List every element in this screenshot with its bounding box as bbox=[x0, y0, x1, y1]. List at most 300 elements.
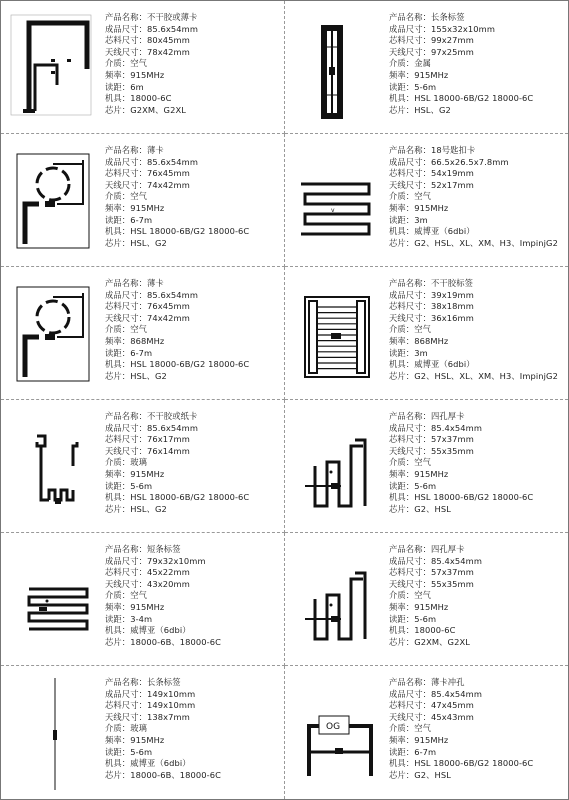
spec-value: HSL、G2 bbox=[130, 370, 167, 381]
spec-label: 天线尺寸： bbox=[389, 578, 431, 589]
spec-label: 产品名称： bbox=[105, 145, 147, 155]
spec-range-row bbox=[105, 614, 221, 626]
spec-name-row bbox=[105, 278, 249, 290]
spec-label: 读距： bbox=[389, 480, 415, 491]
spec-value: 43x20mm bbox=[147, 578, 190, 589]
svg-text:17: 17 bbox=[22, 226, 29, 234]
spec-label: 介质： bbox=[105, 723, 131, 734]
spec-reader-row bbox=[105, 226, 249, 238]
spec-value: 915MHz bbox=[414, 734, 449, 745]
spec-label: 芯片： bbox=[105, 104, 131, 115]
spec-label: 芯片： bbox=[105, 237, 131, 248]
spec-value: 868MHz bbox=[130, 335, 165, 346]
spec-value: 18000-6B、18000-6C bbox=[130, 769, 222, 780]
spec-label: 机具： bbox=[105, 492, 131, 503]
spec-chip-size-row bbox=[105, 301, 249, 313]
spec-label: 芯片： bbox=[105, 503, 131, 514]
spec-label: 介质： bbox=[389, 324, 415, 335]
spec-label: 介质： bbox=[105, 324, 131, 335]
spec-list bbox=[389, 12, 533, 116]
spec-size-row bbox=[389, 157, 558, 169]
spec-label: 天线尺寸： bbox=[389, 179, 431, 190]
spec-value: 915MHz bbox=[130, 69, 165, 80]
spec-value: 55x35mm bbox=[431, 445, 474, 456]
spec-value: 47x45mm bbox=[431, 700, 474, 711]
spec-label: 机具： bbox=[105, 758, 131, 769]
spec-range-row bbox=[105, 82, 198, 94]
spec-reader-row bbox=[389, 625, 482, 637]
spec-value: G2XM、G2XL bbox=[130, 104, 186, 115]
spec-value: 868MHz bbox=[414, 335, 449, 346]
spec-medium-row bbox=[105, 191, 249, 203]
spec-label: 机具： bbox=[105, 226, 131, 237]
spec-label: 成品尺寸： bbox=[105, 422, 147, 433]
spec-label: 机具： bbox=[389, 93, 415, 104]
spec-label: 成品尺寸： bbox=[389, 422, 431, 433]
spec-label: 频率： bbox=[389, 468, 415, 479]
spec-freq-row bbox=[389, 70, 533, 82]
spec-label: 介质： bbox=[105, 590, 131, 601]
spec-value: 空气 bbox=[414, 191, 431, 202]
spec-reader-row bbox=[105, 359, 249, 371]
spec-reader-row bbox=[389, 359, 558, 371]
spec-antenna-row bbox=[105, 446, 249, 458]
spec-label: 天线尺寸： bbox=[105, 46, 147, 57]
spec-value: 85.4x54mm bbox=[431, 555, 483, 566]
spec-value: 66.5x26.5x7.8mm bbox=[431, 156, 509, 167]
spec-label: 芯料尺寸： bbox=[389, 700, 431, 711]
spec-range-row bbox=[105, 747, 221, 759]
spec-label: 产品名称： bbox=[389, 12, 431, 22]
spec-value: 空气 bbox=[414, 324, 431, 335]
spec-value: 85.4x54mm bbox=[431, 688, 483, 699]
spec-chip-row bbox=[389, 371, 558, 383]
spec-label: 读距： bbox=[105, 214, 131, 225]
spec-chip-size-row bbox=[389, 434, 533, 446]
spec-label: 读距： bbox=[389, 214, 415, 225]
spec-chip-row bbox=[389, 504, 533, 516]
spec-label: 芯料尺寸： bbox=[105, 434, 147, 445]
spec-label: 芯料尺寸： bbox=[105, 168, 147, 179]
spec-label: 读距： bbox=[389, 746, 415, 757]
dashed-circle-antenna-icon bbox=[7, 273, 95, 393]
thin-dipole-antenna-icon bbox=[7, 672, 95, 792]
spec-value: HSL 18000-6B/G2 18000-6C bbox=[414, 758, 534, 769]
spec-label: 频率： bbox=[105, 202, 131, 213]
spec-label: 频率： bbox=[105, 734, 131, 745]
spec-value: 金属 bbox=[414, 58, 431, 69]
spec-label: 频率： bbox=[389, 734, 415, 745]
spec-value: 空气 bbox=[130, 191, 147, 202]
spec-reader-row bbox=[389, 226, 558, 238]
spec-label: 产品名称： bbox=[105, 411, 147, 421]
spec-label: 芯片： bbox=[389, 237, 415, 248]
spec-value: 915MHz bbox=[130, 202, 165, 213]
spec-label: 芯片： bbox=[105, 370, 131, 381]
spec-medium-row bbox=[389, 58, 533, 70]
spec-value: HSL 18000-6B/G2 18000-6C bbox=[130, 359, 250, 370]
spec-label: 介质： bbox=[389, 191, 415, 202]
spec-freq-row bbox=[389, 602, 482, 614]
spec-size-row bbox=[105, 689, 221, 701]
spec-label: 产品名称： bbox=[389, 677, 431, 687]
spec-label: 芯料尺寸： bbox=[389, 168, 431, 179]
spec-value: 四孔厚卡 bbox=[431, 544, 465, 554]
spec-label: 芯料尺寸： bbox=[105, 700, 147, 711]
spec-value: 76x14mm bbox=[147, 445, 190, 456]
spec-list bbox=[105, 145, 249, 249]
svg-text:OG: OG bbox=[326, 722, 341, 732]
spec-label: 机具： bbox=[105, 625, 131, 636]
spec-label: 芯料尺寸： bbox=[105, 301, 147, 312]
spec-label: 芯片： bbox=[105, 636, 131, 647]
spec-name-row bbox=[105, 677, 221, 689]
spec-reader-row bbox=[105, 492, 249, 504]
spec-label: 介质： bbox=[105, 58, 131, 69]
spec-label: 介质： bbox=[389, 457, 415, 468]
spec-value: 915MHz bbox=[414, 468, 449, 479]
spec-value: 76x45mm bbox=[147, 168, 190, 179]
spec-value: 149x10mm bbox=[147, 700, 196, 711]
spec-value: G2、HSL、XL、XM、H3、ImpinjG2 bbox=[414, 370, 558, 381]
spec-label: 机具： bbox=[389, 492, 415, 503]
spec-freq-row bbox=[105, 602, 221, 614]
spec-label: 天线尺寸： bbox=[389, 445, 431, 456]
spec-value: 74x42mm bbox=[147, 312, 190, 323]
spec-chip-row bbox=[105, 637, 221, 649]
spec-value: 45x43mm bbox=[431, 711, 474, 722]
coil-antenna-icon bbox=[291, 273, 379, 393]
spec-freq-row bbox=[389, 203, 558, 215]
product-cell-11 bbox=[1, 666, 285, 799]
spec-list bbox=[105, 411, 249, 515]
spec-name-row bbox=[105, 411, 249, 423]
spec-value: 威博亚（6dbi） bbox=[130, 758, 191, 769]
spec-freq-row bbox=[389, 735, 533, 747]
spec-name-row bbox=[389, 278, 558, 290]
spec-value: 3m bbox=[414, 214, 428, 225]
square-loop-antenna-icon bbox=[7, 7, 95, 127]
spec-value: G2、HSL bbox=[414, 769, 451, 780]
spec-chip-size-row bbox=[389, 567, 482, 579]
spec-label: 芯料尺寸： bbox=[389, 567, 431, 578]
spec-value: G2、HSL bbox=[414, 503, 451, 514]
spec-value: G2、HSL、XL、XM、H3、ImpinjG2 bbox=[414, 237, 558, 248]
metal-strip-tag-icon bbox=[291, 7, 379, 127]
spec-value: 薄卡 bbox=[147, 278, 164, 288]
spec-label: 机具： bbox=[389, 625, 415, 636]
spec-range-row bbox=[389, 747, 533, 759]
spec-value: 36x16mm bbox=[431, 312, 474, 323]
spec-value: 6-7m bbox=[414, 746, 437, 757]
spec-list bbox=[105, 677, 221, 781]
spec-value: 5-6m bbox=[414, 613, 437, 624]
spec-antenna-row bbox=[105, 180, 249, 192]
spec-label: 介质： bbox=[389, 58, 415, 69]
spec-label: 读距： bbox=[389, 347, 415, 358]
spec-range-row bbox=[105, 348, 249, 360]
spec-value: 空气 bbox=[130, 58, 147, 69]
spec-medium-row bbox=[389, 590, 482, 602]
spec-value: 915MHz bbox=[130, 601, 165, 612]
spec-value: 54x19mm bbox=[431, 168, 474, 179]
spec-value: 80x45mm bbox=[147, 35, 190, 46]
spec-chip-size-row bbox=[389, 168, 558, 180]
spec-antenna-row bbox=[389, 446, 533, 458]
spec-label: 天线尺寸： bbox=[105, 711, 147, 722]
svg-text:ᴚ: ᴚ bbox=[27, 94, 31, 101]
spec-value: 57x37mm bbox=[431, 567, 474, 578]
spec-size-row bbox=[389, 689, 533, 701]
spec-value: 空气 bbox=[130, 324, 147, 335]
spec-value: 不干胶标签 bbox=[431, 278, 473, 288]
spec-reader-row bbox=[105, 758, 221, 770]
spec-value: HSL 18000-6B/G2 18000-6C bbox=[414, 492, 534, 503]
spec-size-row bbox=[105, 556, 221, 568]
spec-label: 频率： bbox=[105, 468, 131, 479]
spec-label: 成品尺寸： bbox=[389, 23, 431, 34]
spec-antenna-row bbox=[389, 180, 558, 192]
spec-freq-row bbox=[105, 203, 249, 215]
spec-value: 39x19mm bbox=[431, 289, 474, 300]
spec-list bbox=[389, 544, 482, 648]
spec-label: 成品尺寸： bbox=[389, 289, 431, 300]
spec-chip-row bbox=[105, 371, 249, 383]
spec-value: 85.6x54mm bbox=[147, 422, 199, 433]
spec-value: 6-7m bbox=[130, 214, 153, 225]
spec-label: 成品尺寸： bbox=[389, 156, 431, 167]
spec-freq-row bbox=[389, 336, 558, 348]
spec-label: 天线尺寸： bbox=[389, 312, 431, 323]
spec-label: 频率： bbox=[389, 69, 415, 80]
spec-value: 45x22mm bbox=[147, 567, 190, 578]
spec-value: 85.4x54mm bbox=[431, 422, 483, 433]
spec-freq-row bbox=[105, 70, 198, 82]
spec-freq-row bbox=[105, 735, 221, 747]
spec-list bbox=[389, 145, 558, 249]
spec-value: HSL、G2 bbox=[414, 104, 451, 115]
spec-reader-row bbox=[389, 492, 533, 504]
spec-value: 18000-6C bbox=[130, 93, 172, 104]
spec-value: 18号匙扣卡 bbox=[431, 145, 476, 155]
spec-label: 读距： bbox=[105, 480, 131, 491]
spec-name-row bbox=[105, 12, 198, 24]
product-cell-5 bbox=[1, 267, 285, 400]
spec-size-row bbox=[105, 290, 249, 302]
four-hole-card-antenna-icon bbox=[291, 406, 379, 526]
spec-label: 产品名称： bbox=[105, 544, 147, 554]
spec-value: 18000-6B、18000-6C bbox=[130, 636, 222, 647]
spec-label: 成品尺寸： bbox=[105, 555, 147, 566]
spec-value: 空气 bbox=[414, 723, 431, 734]
spec-label: 介质： bbox=[105, 191, 131, 202]
spec-value: 85.6x54mm bbox=[147, 23, 199, 34]
spec-value: 玻璃 bbox=[130, 723, 147, 734]
spec-name-row bbox=[105, 145, 249, 157]
spec-freq-row bbox=[105, 469, 249, 481]
spec-size-row bbox=[389, 556, 482, 568]
punched-card-antenna-icon bbox=[291, 672, 379, 792]
spec-label: 频率： bbox=[105, 335, 131, 346]
spec-range-row bbox=[389, 614, 482, 626]
spec-label: 芯料尺寸： bbox=[389, 301, 431, 312]
four-hole-card-antenna-icon bbox=[291, 539, 379, 659]
spec-antenna-row bbox=[105, 47, 198, 59]
spec-chip-row bbox=[105, 238, 249, 250]
spec-value: 短条标签 bbox=[147, 544, 181, 554]
spec-label: 成品尺寸： bbox=[389, 555, 431, 566]
spec-reader-row bbox=[105, 93, 198, 105]
spec-value: HSL 18000-6B/G2 18000-6C bbox=[130, 492, 250, 503]
spec-chip-size-row bbox=[105, 434, 249, 446]
spec-range-row bbox=[389, 82, 533, 94]
spec-chip-size-row bbox=[105, 35, 198, 47]
spec-value: 5-6m bbox=[130, 746, 153, 757]
spec-value: 138x7mm bbox=[147, 711, 190, 722]
spec-value: 78x42mm bbox=[147, 46, 190, 57]
spec-medium-row bbox=[389, 191, 558, 203]
spec-chip-row bbox=[105, 105, 198, 117]
spec-label: 天线尺寸： bbox=[105, 179, 147, 190]
spec-label: 介质： bbox=[389, 590, 415, 601]
spec-value: 38x18mm bbox=[431, 301, 474, 312]
spec-name-row bbox=[389, 544, 482, 556]
spec-range-row bbox=[105, 481, 249, 493]
spec-label: 产品名称： bbox=[105, 12, 147, 22]
spec-medium-row bbox=[105, 590, 221, 602]
spec-value: 威博亚（6dbi） bbox=[414, 226, 475, 237]
spec-value: 5-6m bbox=[130, 480, 153, 491]
spec-value: 长条标签 bbox=[147, 677, 181, 687]
spec-label: 芯片： bbox=[389, 769, 415, 780]
product-cell-6 bbox=[285, 267, 568, 400]
spec-label: 产品名称： bbox=[389, 544, 431, 554]
spec-value: 3m bbox=[414, 347, 428, 358]
product-cell-2 bbox=[285, 1, 568, 134]
spec-chip-row bbox=[105, 504, 249, 516]
spec-name-row bbox=[105, 544, 221, 556]
spec-chip-row bbox=[389, 105, 533, 117]
spec-value: 76x17mm bbox=[147, 434, 190, 445]
meander-antenna-icon bbox=[291, 140, 379, 260]
spec-chip-size-row bbox=[105, 168, 249, 180]
spec-label: 成品尺寸： bbox=[105, 688, 147, 699]
spec-size-row bbox=[105, 423, 249, 435]
spec-label: 产品名称： bbox=[389, 145, 431, 155]
spec-value: 18000-6C bbox=[414, 625, 456, 636]
spec-value: 空气 bbox=[130, 590, 147, 601]
spec-chip-size-row bbox=[389, 35, 533, 47]
spec-chip-row bbox=[389, 770, 533, 782]
spec-chip-row bbox=[389, 637, 482, 649]
spec-label: 芯料尺寸： bbox=[389, 35, 431, 46]
spec-label: 天线尺寸： bbox=[389, 711, 431, 722]
spec-medium-row bbox=[105, 457, 249, 469]
spec-antenna-row bbox=[389, 579, 482, 591]
spec-value: 不干胶或纸卡 bbox=[147, 411, 198, 421]
spec-list bbox=[105, 278, 249, 382]
spec-label: 产品名称： bbox=[389, 411, 431, 421]
spec-range-row bbox=[389, 215, 558, 227]
product-cell-9 bbox=[1, 533, 285, 666]
spec-label: 读距： bbox=[105, 746, 131, 757]
spec-value: 915MHz bbox=[414, 69, 449, 80]
spec-size-row bbox=[105, 157, 249, 169]
spec-value: 长条标签 bbox=[431, 12, 465, 22]
spec-label: 读距： bbox=[389, 613, 415, 624]
spec-medium-row bbox=[105, 723, 221, 735]
spec-size-row bbox=[389, 423, 533, 435]
spec-value: 威博亚（6dbi） bbox=[130, 625, 191, 636]
spec-label: 天线尺寸： bbox=[389, 46, 431, 57]
spec-value: 玻璃 bbox=[130, 457, 147, 468]
spec-reader-row bbox=[105, 625, 221, 637]
spec-value: 薄卡 bbox=[147, 145, 164, 155]
spec-value: 85.6x54mm bbox=[147, 156, 199, 167]
product-cell-12 bbox=[285, 666, 568, 799]
spec-name-row bbox=[389, 12, 533, 24]
spec-size-row bbox=[105, 24, 198, 36]
spec-value: 85.6x54mm bbox=[147, 289, 199, 300]
spec-value: HSL、G2 bbox=[130, 237, 167, 248]
spec-label: 频率： bbox=[389, 335, 415, 346]
spec-freq-row bbox=[389, 469, 533, 481]
spec-antenna-row bbox=[389, 313, 558, 325]
spec-value: 79x32x10mm bbox=[147, 555, 206, 566]
spec-list bbox=[389, 677, 533, 781]
spec-label: 频率： bbox=[105, 69, 131, 80]
spec-label: 机具： bbox=[389, 758, 415, 769]
spec-list bbox=[105, 12, 198, 116]
spec-medium-row bbox=[389, 457, 533, 469]
dashed-circle-antenna-icon bbox=[7, 140, 95, 260]
spec-freq-row bbox=[105, 336, 249, 348]
spec-label: 天线尺寸： bbox=[105, 312, 147, 323]
product-cell-3 bbox=[1, 134, 285, 267]
spec-value: G2XM、G2XL bbox=[414, 636, 470, 647]
spec-value: 76x45mm bbox=[147, 301, 190, 312]
spec-value: 52x17mm bbox=[431, 179, 474, 190]
spec-value: 6m bbox=[130, 81, 144, 92]
product-cell-8 bbox=[285, 400, 568, 533]
spec-value: 149x10mm bbox=[147, 688, 196, 699]
spec-value: 5-6m bbox=[414, 480, 437, 491]
spec-size-row bbox=[389, 24, 533, 36]
spec-value: 四孔厚卡 bbox=[431, 411, 465, 421]
spec-label: 芯片： bbox=[389, 370, 415, 381]
zigzag-antenna-icon bbox=[7, 539, 95, 659]
spec-list bbox=[105, 544, 221, 648]
spec-value: 915MHz bbox=[130, 468, 165, 479]
spec-label: 产品名称： bbox=[389, 278, 431, 288]
spec-label: 产品名称： bbox=[105, 677, 147, 687]
spec-chip-row bbox=[389, 238, 558, 250]
spec-value: 不干胶或薄卡 bbox=[147, 12, 198, 22]
spec-label: 芯片： bbox=[105, 769, 131, 780]
spec-label: 天线尺寸： bbox=[105, 578, 147, 589]
spec-value: 薄卡冲孔 bbox=[431, 677, 465, 687]
spec-value: 55x35mm bbox=[431, 578, 474, 589]
spec-antenna-row bbox=[105, 313, 249, 325]
spec-reader-row bbox=[389, 93, 533, 105]
spec-value: 97x25mm bbox=[431, 46, 474, 57]
spec-label: 产品名称： bbox=[105, 278, 147, 288]
spec-value: HSL、G2 bbox=[130, 503, 167, 514]
spec-medium-row bbox=[105, 324, 249, 336]
spec-antenna-row bbox=[389, 47, 533, 59]
product-cell-10 bbox=[285, 533, 568, 666]
spec-label: 成品尺寸： bbox=[105, 289, 147, 300]
